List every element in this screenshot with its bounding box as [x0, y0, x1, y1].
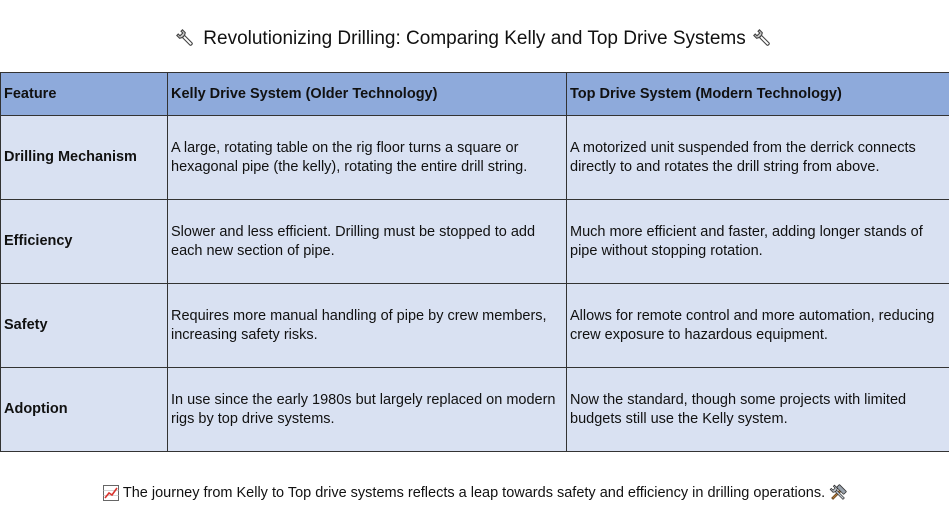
hammer-and-wrench-icon — [829, 484, 847, 502]
page-title — [0, 22, 949, 56]
feature-cell: Efficiency — [1, 200, 168, 284]
table-row — [1, 116, 949, 200]
header-row — [1, 73, 949, 116]
chart-increasing-icon — [102, 484, 120, 502]
kelly-cell: Requires more manual handling of pipe by crew members, increasing safety risks. — [168, 284, 567, 368]
table-row — [1, 200, 949, 284]
footer-text: The journey from Kelly to Top drive systems reflects a leap towards safety and efficiency in drilling operations. — [122, 485, 826, 501]
wrench-icon — [174, 27, 198, 51]
wrench-icon — [751, 27, 775, 51]
top-drive-cell: Allows for remote control and more automation, reducing crew exposure to hazardous equipment. — [567, 284, 949, 368]
header-top-drive: Top Drive System (Modern Technology) — [567, 73, 949, 116]
top-drive-cell: Now the standard, though some projects with limited budgets still use the Kelly system. — [567, 368, 949, 452]
top-drive-cell: Much more efficient and faster, adding longer stands of pipe without stopping rotation. — [567, 200, 949, 284]
header-kelly: Kelly Drive System (Older Technology) — [168, 73, 567, 116]
title-text: Revolutionizing Drilling: Comparing Kelly and Top Drive Systems — [203, 28, 746, 49]
top-drive-cell: A motorized unit suspended from the derrick connects directly to and rotates the drill string from above. — [567, 116, 949, 200]
table-row — [1, 284, 949, 368]
header-feature: Feature — [1, 73, 168, 116]
table-row — [1, 368, 949, 452]
footer-note — [0, 480, 949, 506]
comparison-table — [0, 72, 949, 452]
feature-cell: Drilling Mechanism — [1, 116, 168, 200]
feature-cell: Safety — [1, 284, 168, 368]
kelly-cell: Slower and less efficient. Drilling must be stopped to add each new section of pipe. — [168, 200, 567, 284]
kelly-cell: In use since the early 1980s but largely replaced on modern rigs by top drive systems. — [168, 368, 567, 452]
kelly-cell: A large, rotating table on the rig floor turns a square or hexagonal pipe (the kelly), rotating the entire drill string. — [168, 116, 567, 200]
feature-cell: Adoption — [1, 368, 168, 452]
